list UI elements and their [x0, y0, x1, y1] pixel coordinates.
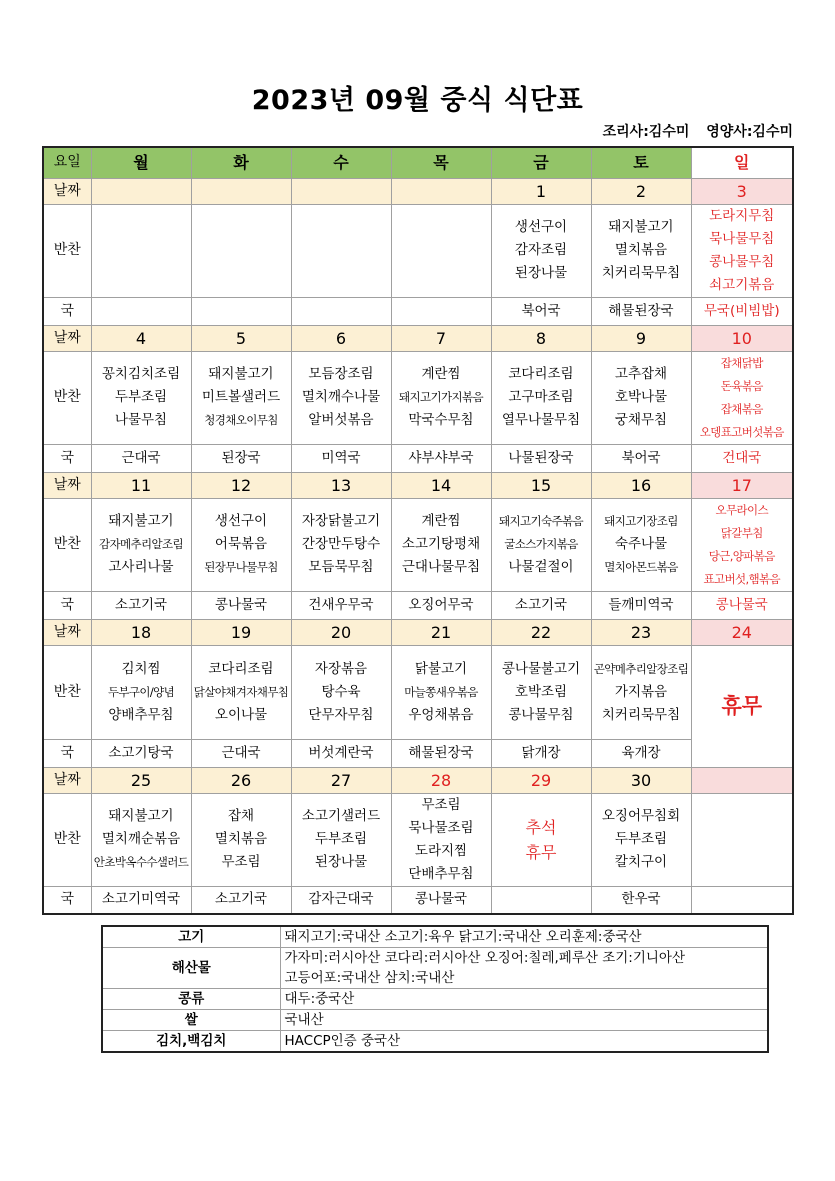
date-cell: 11 — [91, 472, 191, 498]
side-dish-cell — [591, 645, 691, 739]
date-cell: 13 — [291, 472, 391, 498]
date-cell — [391, 178, 491, 204]
side-dish-item: 잡채볶음 — [720, 401, 763, 416]
date-cell: 4 — [91, 325, 191, 351]
side-dish-cell — [91, 498, 191, 591]
side-dish-item: 치커리묵무침 — [601, 265, 681, 281]
side-dish-item: 감자조림 — [514, 242, 568, 258]
soup-cell: 버섯계란국 — [291, 739, 391, 767]
soup-cell: 건대국 — [691, 444, 793, 472]
date-cell: 28 — [391, 767, 491, 793]
side-dish-cell — [691, 351, 793, 444]
side-dish-item: 멸치깨수나물 — [301, 389, 381, 405]
side-dish-cell — [391, 351, 491, 444]
soup-row — [43, 297, 793, 325]
origin-key: 쌀 — [102, 1010, 280, 1031]
side-dish-cell — [391, 645, 491, 739]
date-cell: 20 — [291, 619, 391, 645]
side-dish-item: 숙주나물 — [614, 536, 668, 552]
origin-key: 해산물 — [102, 948, 280, 989]
date-row — [43, 325, 793, 351]
soup-cell — [491, 886, 591, 914]
date-row — [43, 619, 793, 645]
soup-cell: 해물된장국 — [591, 297, 691, 325]
soup-cell: 소고기국 — [491, 591, 591, 619]
side-dish-item: 돼지불고기 — [108, 808, 174, 824]
side-dish-item: 단배추무침 — [408, 865, 474, 882]
side-dish-cell — [291, 498, 391, 591]
date-cell: 9 — [591, 325, 691, 351]
soup-cell: 콩나물국 — [391, 886, 491, 914]
soup-cell: 해물된장국 — [391, 739, 491, 767]
side-dish-item: 코다리조림 — [208, 660, 274, 677]
side-dish-item: 도라지찜 — [414, 842, 468, 859]
side-dish-cell — [691, 204, 793, 297]
date-cell — [691, 767, 793, 793]
soup-cell — [691, 886, 793, 914]
date-row — [43, 178, 793, 204]
side-dish-item: 마늘쫑새우볶음 — [404, 684, 478, 699]
side-dish-item: 단무자무침 — [308, 706, 374, 723]
weekday-sat: 토 — [591, 147, 691, 178]
side-dish-cell — [491, 351, 591, 444]
side-label: 반찬 — [43, 204, 91, 297]
side-dish-item: 생선구이 — [214, 513, 268, 529]
date-cell: 30 — [591, 767, 691, 793]
side-dish-item: 두부조림 — [314, 831, 368, 847]
soup-cell: 소고기국 — [91, 591, 191, 619]
soup-cell: 근대국 — [91, 444, 191, 472]
side-dish-item: 닭살야채겨자채무침 — [193, 684, 289, 699]
side-dish-cell — [591, 498, 691, 591]
origin-key: 김치,백김치 — [102, 1031, 280, 1053]
date-label: 날짜 — [43, 472, 91, 498]
side-dish-item: 닭불고기 — [414, 660, 468, 677]
date-cell: 3 — [691, 178, 793, 204]
side-dish-item: 알버섯볶음 — [308, 412, 374, 428]
date-cell: 21 — [391, 619, 491, 645]
side-dish-item: 돈육볶음 — [720, 378, 763, 393]
side-dish-cell — [191, 498, 291, 591]
holiday-text: 추석 — [525, 817, 557, 837]
side-label: 반찬 — [43, 645, 91, 739]
side-dish-row — [43, 204, 793, 297]
side-label: 반찬 — [43, 793, 91, 886]
soup-cell: 육개장 — [591, 739, 691, 767]
origin-line: HACCP인증 중국산 — [284, 1033, 401, 1049]
soup-label: 국 — [43, 739, 91, 767]
soup-cell: 들깨미역국 — [591, 591, 691, 619]
origin-row — [102, 926, 768, 948]
soup-cell — [91, 297, 191, 325]
cook-name: 조리사:김수미 — [602, 124, 690, 140]
date-cell: 7 — [391, 325, 491, 351]
side-dish-cell — [391, 793, 491, 886]
origin-table — [101, 925, 769, 1053]
side-label: 반찬 — [43, 498, 91, 591]
side-dish-item: 당근,양파볶음 — [708, 548, 775, 563]
page-title: 2023년 09월 중식 식단표 — [251, 85, 584, 116]
side-dish-item: 무조림 — [421, 796, 461, 813]
side-dish-item: 계란찜 — [421, 366, 461, 382]
date-label: 날짜 — [43, 767, 91, 793]
side-dish-row — [43, 793, 793, 886]
side-dish-item: 양배추무침 — [108, 706, 174, 723]
soup-cell: 미역국 — [291, 444, 391, 472]
holiday-text: 휴무 — [525, 842, 557, 862]
side-dish-row — [43, 351, 793, 444]
side-dish-item: 콩나물무침 — [508, 706, 574, 723]
side-dish-item: 두부조림 — [614, 831, 668, 847]
side-dish-item: 잡채 — [227, 808, 255, 824]
origin-value — [280, 1010, 768, 1031]
side-dish-item: 꽁치김치조림 — [101, 366, 181, 382]
origin-value — [280, 926, 768, 948]
side-dish-cell — [191, 351, 291, 444]
side-dish-item: 무조림 — [221, 854, 261, 870]
side-dish-item: 생선구이 — [514, 219, 568, 235]
soup-label: 국 — [43, 444, 91, 472]
side-dish-item: 호박나물 — [614, 389, 668, 405]
side-dish-item: 된장나물 — [514, 265, 568, 281]
side-dish-cell — [291, 645, 391, 739]
soup-cell: 근대국 — [191, 739, 291, 767]
side-dish-item: 된장나물 — [314, 854, 368, 870]
soup-row — [43, 444, 793, 472]
side-dish-item: 두부구이/양념 — [107, 684, 175, 699]
side-dish-item: 자장닭불고기 — [301, 513, 381, 529]
side-dish-row — [43, 498, 793, 591]
side-dish-item: 오징어무침회 — [601, 808, 681, 824]
side-dish-cell — [391, 498, 491, 591]
side-dish-cell — [491, 204, 591, 297]
side-dish-item: 고추잡채 — [614, 366, 668, 382]
origin-row — [102, 948, 768, 989]
side-dish-item: 열무나물무침 — [501, 412, 581, 428]
side-dish-cell — [591, 351, 691, 444]
side-dish-item: 탕수육 — [321, 683, 361, 700]
soup-cell: 건새우무국 — [291, 591, 391, 619]
origin-line: 돼지고기:국내산 소고기:육우 닭고기:국내산 오리훈제:중국산 — [284, 929, 642, 945]
side-dish-item: 잡채닭밥 — [720, 355, 763, 370]
date-cell — [291, 178, 391, 204]
origin-line: 국내산 — [284, 1012, 324, 1028]
soup-cell: 감자근대국 — [291, 886, 391, 914]
side-dish-item: 돼지불고기 — [108, 513, 174, 529]
date-cell: 26 — [191, 767, 291, 793]
soup-cell: 닭개장 — [491, 739, 591, 767]
side-dish-cell — [691, 793, 793, 886]
date-cell: 8 — [491, 325, 591, 351]
date-cell: 14 — [391, 472, 491, 498]
side-dish-item: 쇠고기볶음 — [709, 276, 775, 293]
side-dish-item: 칼치구이 — [614, 854, 668, 870]
weekday-header-row — [43, 147, 793, 178]
soup-cell — [391, 297, 491, 325]
origin-value — [280, 948, 768, 989]
date-cell: 25 — [91, 767, 191, 793]
side-dish-item: 근대나물무침 — [401, 559, 481, 575]
weekday-tue: 화 — [191, 147, 291, 178]
side-label: 반찬 — [43, 351, 91, 444]
side-dish-row — [43, 645, 793, 739]
soup-row — [43, 739, 793, 767]
staff-info — [591, 121, 793, 141]
date-cell: 1 — [491, 178, 591, 204]
side-dish-item: 돼지고기가지볶음 — [398, 390, 484, 404]
side-dish-cell — [191, 645, 291, 739]
side-dish-item: 콩나물불고기 — [501, 660, 581, 677]
origin-line: 가자미:러시아산 코다리:러시아산 오징어:칠레,페루산 조기:기니아산 — [284, 950, 686, 966]
side-dish-item: 가지볶음 — [614, 683, 668, 700]
side-dish-item: 궁채무침 — [614, 412, 668, 428]
soup-label: 국 — [43, 591, 91, 619]
side-dish-item: 돼지불고기 — [208, 366, 274, 382]
date-cell: 6 — [291, 325, 391, 351]
side-dish-item: 자장볶음 — [314, 660, 368, 677]
side-dish-cell — [391, 204, 491, 297]
side-dish-item: 멸치깨순볶음 — [101, 831, 181, 847]
menu-table — [42, 146, 794, 915]
date-cell: 10 — [691, 325, 793, 351]
soup-cell: 샤부샤부국 — [391, 444, 491, 472]
side-dish-item: 멸치볶음 — [614, 242, 668, 258]
weekday-wed: 수 — [291, 147, 391, 178]
side-dish-item: 묵나물조림 — [408, 819, 474, 836]
side-dish-item: 오무라이스 — [715, 502, 769, 517]
side-dish-cell — [191, 204, 291, 297]
soup-cell: 북어국 — [591, 444, 691, 472]
date-cell: 29 — [491, 767, 591, 793]
date-row — [43, 472, 793, 498]
soup-cell: 된장국 — [191, 444, 291, 472]
soup-cell: 콩나물국 — [691, 591, 793, 619]
soup-cell: 북어국 — [491, 297, 591, 325]
soup-cell: 나물된장국 — [491, 444, 591, 472]
side-dish-item: 나물무침 — [114, 412, 168, 428]
date-cell: 24 — [691, 619, 793, 645]
origin-row — [102, 1010, 768, 1031]
weekday-mon: 월 — [91, 147, 191, 178]
soup-cell: 무국(비빔밥) — [691, 297, 793, 325]
side-dish-item: 모듬묵무침 — [308, 559, 374, 575]
origin-key: 고기 — [102, 926, 280, 948]
soup-cell: 오징어무국 — [391, 591, 491, 619]
side-dish-item: 미트볼샐러드 — [201, 389, 281, 405]
side-dish-cell — [91, 793, 191, 886]
side-dish-cell — [291, 793, 391, 886]
soup-label: 국 — [43, 297, 91, 325]
side-dish-cell — [291, 351, 391, 444]
date-cell: 22 — [491, 619, 591, 645]
date-label: 날짜 — [43, 325, 91, 351]
date-row — [43, 767, 793, 793]
date-label: 날짜 — [43, 178, 91, 204]
side-dish-cell — [91, 645, 191, 739]
side-dish-item: 고구마조림 — [508, 389, 574, 405]
side-dish-cell — [291, 204, 391, 297]
side-dish-item: 두부조림 — [114, 389, 168, 405]
holiday-cell — [491, 793, 591, 886]
side-dish-item: 소고기샐러드 — [301, 808, 381, 824]
origin-row — [102, 1031, 768, 1053]
weekday-label: 요일 — [43, 147, 91, 178]
side-dish-item: 계란찜 — [421, 513, 461, 529]
date-cell: 2 — [591, 178, 691, 204]
side-dish-item: 고사리나물 — [108, 559, 174, 575]
date-cell: 12 — [191, 472, 291, 498]
date-cell: 18 — [91, 619, 191, 645]
side-dish-cell — [91, 351, 191, 444]
soup-cell — [191, 297, 291, 325]
soup-cell: 소고기탕국 — [91, 739, 191, 767]
side-dish-item: 소고기탕평채 — [401, 536, 481, 552]
origin-value — [280, 1031, 768, 1053]
side-dish-item: 돼지고기숙주볶음 — [498, 514, 584, 528]
soup-row — [43, 886, 793, 914]
soup-row — [43, 591, 793, 619]
date-cell: 17 — [691, 472, 793, 498]
weekday-fri: 금 — [491, 147, 591, 178]
side-dish-item: 돼지고기장조림 — [604, 514, 678, 528]
soup-cell: 한우국 — [591, 886, 691, 914]
side-dish-item: 청경채오이무침 — [204, 413, 278, 427]
side-dish-item: 된장무나물무침 — [204, 560, 278, 574]
side-dish-item: 모듬장조림 — [308, 366, 374, 382]
weekday-sun: 일 — [691, 147, 793, 178]
nutritionist-name: 영양사:김수미 — [706, 124, 793, 140]
side-dish-item: 멸치아몬드볶음 — [604, 560, 678, 574]
date-label: 날짜 — [43, 619, 91, 645]
side-dish-item: 오뎅표고버섯볶음 — [699, 424, 784, 439]
origin-value — [280, 989, 768, 1010]
side-dish-item: 치커리묵무침 — [601, 706, 681, 723]
date-cell: 5 — [191, 325, 291, 351]
side-dish-item: 코다리조림 — [508, 366, 574, 382]
side-dish-item: 곤약메추리알장조림 — [593, 661, 689, 676]
side-dish-item: 막국수무침 — [408, 412, 474, 428]
side-dish-item: 나물겉절이 — [508, 559, 574, 575]
side-dish-item: 굴소스가지볶음 — [504, 537, 578, 551]
soup-cell — [291, 297, 391, 325]
side-dish-cell — [591, 793, 691, 886]
soup-cell: 소고기국 — [191, 886, 291, 914]
side-dish-cell — [491, 498, 591, 591]
weekday-thu: 목 — [391, 147, 491, 178]
origin-line: 대두:중국산 — [284, 991, 355, 1007]
date-cell: 15 — [491, 472, 591, 498]
side-dish-item: 도라지무침 — [709, 207, 775, 224]
side-dish-item: 표고버섯,햄볶음 — [703, 571, 781, 586]
side-dish-item: 돼지불고기 — [608, 219, 674, 235]
side-dish-cell — [91, 204, 191, 297]
side-dish-item: 간장만두탕수 — [301, 536, 381, 552]
side-dish-item: 호박조림 — [514, 683, 568, 700]
origin-line: 고등어포:국내산 삼치:국내산 — [284, 970, 455, 986]
soup-cell: 소고기미역국 — [91, 886, 191, 914]
origin-key: 콩류 — [102, 989, 280, 1010]
side-dish-cell — [691, 498, 793, 591]
side-dish-item: 김치찜 — [121, 660, 161, 677]
date-cell: 27 — [291, 767, 391, 793]
side-dish-item: 닭갈부침 — [720, 525, 763, 540]
date-cell — [91, 178, 191, 204]
side-dish-cell — [591, 204, 691, 297]
side-dish-item: 콩나물무침 — [709, 253, 775, 270]
side-dish-item: 안초박옥수수샐러드 — [93, 855, 189, 869]
soup-cell: 콩나물국 — [191, 591, 291, 619]
closed-cell: 휴무 — [691, 645, 793, 767]
side-dish-item: 멸치볶음 — [214, 831, 268, 847]
side-dish-cell — [491, 645, 591, 739]
side-dish-item: 어묵볶음 — [214, 536, 268, 552]
side-dish-cell — [191, 793, 291, 886]
date-cell: 16 — [591, 472, 691, 498]
side-dish-item: 묵나물무침 — [709, 230, 775, 247]
origin-row — [102, 989, 768, 1010]
side-dish-item: 오이나물 — [214, 706, 268, 723]
soup-label: 국 — [43, 886, 91, 914]
side-dish-item: 감자메추리알조림 — [98, 537, 184, 551]
date-cell: 19 — [191, 619, 291, 645]
date-cell — [191, 178, 291, 204]
date-cell: 23 — [591, 619, 691, 645]
side-dish-item: 우엉채볶음 — [408, 706, 474, 723]
